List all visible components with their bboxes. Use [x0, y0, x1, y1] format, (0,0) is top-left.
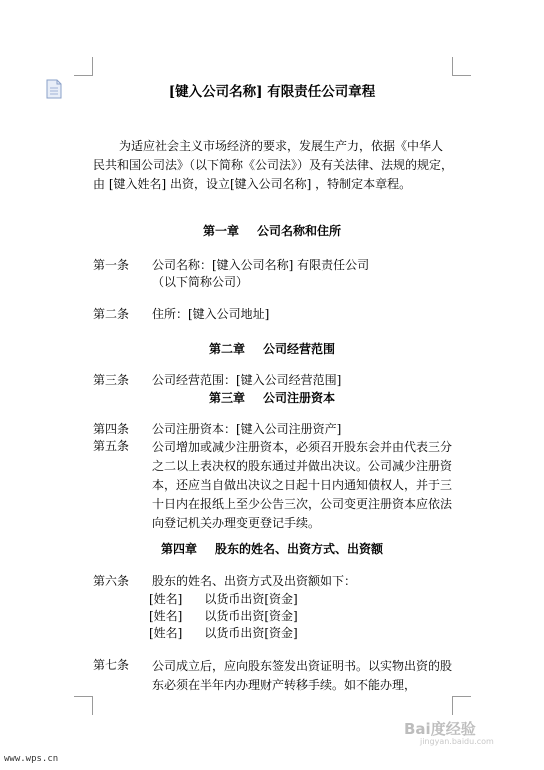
chapter-title: 股东的姓名、出资方式、出资额	[215, 542, 384, 556]
document-title: [键入公司名称] 有限责任公司章程	[168, 84, 376, 100]
article-body: 公司增加或减少注册资本，必须召开股东会并由代表三分之二以上表决权的股东通过并做出决议。公司减少注册资本，还应当自做出决议之日起十日内通知债权人，并于三十日内在报纸上至少公告三次，公司变更注册资本应依法向登记机关办理变更登记手续。	[152, 440, 453, 530]
chapter-heading	[92, 540, 452, 557]
article-text-line: 公司名称：[键入公司名称] 有限责任公司	[152, 258, 370, 272]
chapter-title: 公司名称和住所	[257, 224, 342, 238]
shareholder-name: [姓名]	[149, 626, 183, 640]
shareholder-contribution: 以货币出资[资金]	[204, 609, 298, 623]
article-number: 第七条	[93, 658, 130, 672]
shareholder-contribution: 以货币出资[资金]	[204, 592, 298, 606]
chapter-label: 第三章	[208, 391, 245, 405]
chapter-heading	[92, 222, 452, 239]
shareholder-contribution: 以货币出资[资金]	[204, 626, 298, 640]
shareholder-row	[149, 624, 298, 641]
crop-mark-top-left	[74, 57, 93, 76]
shareholder-name: [姓名]	[149, 592, 183, 606]
article-body: 公司经营范围：[键入公司经营范围]	[152, 373, 342, 387]
preamble-paragraph: 为适应社会主义市场经济的要求，发展生产力，依据《中华人民共和国公司法》（以下简称《公司法》）及有关法律、法规的规定，由 [键入姓名] 出资，设立[键入公司名称] ，特制定本章程。	[93, 139, 454, 191]
article-number: 第六条	[93, 574, 130, 588]
chapter-label: 第二章	[208, 342, 245, 356]
baidu-watermark: Bai度经验	[404, 720, 476, 738]
shareholder-row	[149, 590, 298, 607]
crop-mark-bottom-left	[74, 696, 93, 715]
chapter-label: 第四章	[160, 542, 197, 556]
article-number: 第二条	[93, 307, 130, 321]
chapter-title: 公司经营范围	[263, 342, 336, 356]
article-number: 第四条	[93, 422, 130, 436]
article-body	[152, 257, 452, 291]
crop-mark-bottom-right	[452, 696, 471, 715]
article-body: 住所：[键入公司地址]	[152, 307, 270, 321]
crop-mark-top-right	[452, 57, 471, 76]
chapter-label: 第一章	[202, 224, 239, 238]
shareholder-row	[149, 607, 298, 624]
article-body: 公司成立后，应向股东签发出资证明书。以实物出资的股东必须在半年内办理财产转移手续。如不能办理，	[152, 659, 453, 692]
article-number: 第三条	[93, 373, 130, 387]
chapter-heading	[92, 389, 452, 406]
site-footer: www.wps.cn	[4, 754, 59, 764]
watermark-url: jingyan.baidu.com	[420, 737, 494, 746]
chapter-title: 公司注册资本	[263, 391, 336, 405]
article-number: 第五条	[93, 439, 130, 453]
article-text-line: （以下简称公司）	[152, 275, 249, 289]
shareholder-name: [姓名]	[149, 609, 183, 623]
article-body: 公司注册资本：[键入公司注册资产]	[152, 422, 342, 436]
article-body: 股东的姓名、出资方式及出资额如下：	[152, 574, 357, 588]
article-number: 第一条	[93, 258, 130, 272]
document-icon[interactable]	[46, 79, 62, 99]
chapter-heading	[92, 340, 452, 357]
